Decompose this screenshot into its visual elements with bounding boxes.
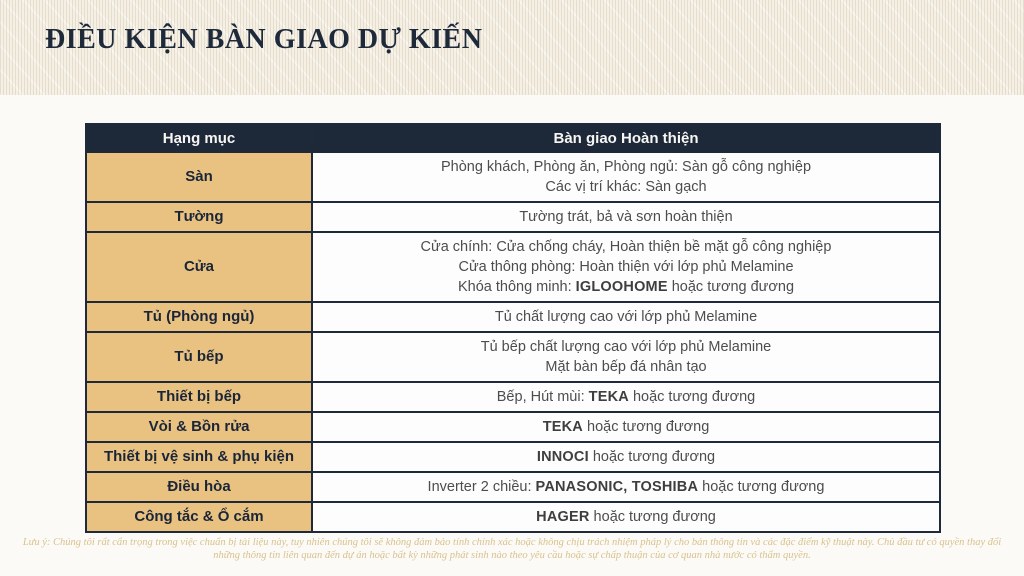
content-text: Cửa thông phòng: Hoàn thiện với lớp phủ Melamine — [458, 259, 794, 275]
content-text: hoặc tương đương — [667, 279, 795, 295]
content-cell — [312, 502, 940, 532]
content-line — [325, 447, 927, 467]
content-text: Tường trát, bả và sơn hoàn thiện — [519, 209, 733, 225]
brand-name: TEKA — [588, 389, 629, 405]
content-text: hoặc tương đương — [628, 389, 756, 405]
content-line — [325, 157, 927, 177]
content-line — [325, 207, 927, 227]
table-row — [86, 332, 940, 382]
table-header-row — [86, 124, 940, 152]
content-line — [325, 257, 927, 277]
category-cell: Cửa — [86, 232, 312, 302]
table-row — [86, 442, 940, 472]
content-text: hoặc tương đương — [589, 509, 716, 525]
table-row — [86, 202, 940, 232]
content-cell — [312, 472, 940, 502]
content-cell — [312, 382, 940, 412]
content-text: Tủ chất lượng cao với lớp phủ Melamine — [494, 309, 758, 325]
category-cell: Thiết bị vệ sinh & phụ kiện — [86, 442, 312, 472]
table-row — [86, 152, 940, 202]
content-text: Phòng khách, Phòng ăn, Phòng ngủ: Sàn gỗ công nghiệp — [440, 159, 812, 175]
category-cell: Vòi & Bồn rửa — [86, 412, 312, 442]
content-cell — [312, 152, 940, 202]
content-cell — [312, 332, 940, 382]
content-line — [325, 237, 927, 257]
column-header-category: Hạng mục — [86, 124, 312, 152]
content-text: Inverter 2 chiều: — [427, 479, 536, 495]
content-cell — [312, 412, 940, 442]
table-row — [86, 502, 940, 532]
content-line — [325, 477, 927, 497]
content-text: hoặc tương đương — [582, 419, 710, 435]
content-line — [325, 507, 927, 527]
brand-name: IGLOOHOME — [575, 279, 668, 295]
content-line — [325, 417, 927, 437]
category-cell: Tường — [86, 202, 312, 232]
brand-name: PANASONIC, TOSHIBA — [535, 479, 699, 495]
content-text: Cửa chính: Cửa chống cháy, Hoàn thiện bề mặt gỗ công nghiệp — [420, 239, 832, 255]
table-row — [86, 302, 940, 332]
table-row — [86, 382, 940, 412]
brand-name: HAGER — [536, 509, 590, 525]
table-row — [86, 232, 940, 302]
category-cell: Tủ (Phòng ngủ) — [86, 302, 312, 332]
table-row — [86, 472, 940, 502]
category-cell: Sàn — [86, 152, 312, 202]
content-text: hoặc tương đương — [588, 449, 716, 465]
category-cell: Điều hòa — [86, 472, 312, 502]
content-text: Các vị trí khác: Sàn gạch — [545, 179, 707, 195]
brand-name: TEKA — [542, 419, 583, 435]
table-row — [86, 412, 940, 442]
brand-name: INNOCI — [536, 449, 589, 465]
handover-conditions-table — [85, 123, 941, 533]
content-text: Khóa thông minh: — [457, 279, 576, 295]
content-text: Mặt bàn bếp đá nhân tạo — [545, 359, 707, 375]
content-text: Tủ bếp chất lượng cao với lớp phủ Melamine — [480, 339, 772, 355]
content-line — [325, 387, 927, 407]
content-cell — [312, 232, 940, 302]
category-cell: Tủ bếp — [86, 332, 312, 382]
column-header-handover-finish: Bàn giao Hoàn thiện — [312, 124, 940, 152]
content-cell — [312, 202, 940, 232]
handover-table-body — [86, 152, 940, 532]
content-text: hoặc tương đương — [698, 479, 825, 495]
content-cell — [312, 302, 940, 332]
content-line — [325, 357, 927, 377]
content-line — [325, 337, 927, 357]
content-line — [325, 277, 927, 297]
content-line — [325, 307, 927, 327]
category-cell: Công tắc & Ổ cắm — [86, 502, 312, 532]
disclaimer-note: Lưu ý: Chúng tôi rất cẩn trọng trong việc chuẩn bị tài liệu này, tuy nhiên chúng tôi sẽ không đảm bảo tính chính xác hoặc không chịu trách nhiệm pháp lý cho bản thông tin và các đặc điểm kỹ thuật này. Chủ đầu tư có quyền thay đổi những thông tin liên quan đến dự án hoặc bất kỳ những phát sinh nào theo yêu cầu hoặc sự chấp thuận của cơ quan nhà nước có thẩm quyền. — [22, 537, 1002, 561]
page-title: ĐIỀU KIỆN BÀN GIAO DỰ KIẾN — [45, 24, 483, 55]
content-cell — [312, 442, 940, 472]
content-text: Bếp, Hút mùi: — [496, 389, 589, 405]
content-line — [325, 177, 927, 197]
category-cell: Thiết bị bếp — [86, 382, 312, 412]
